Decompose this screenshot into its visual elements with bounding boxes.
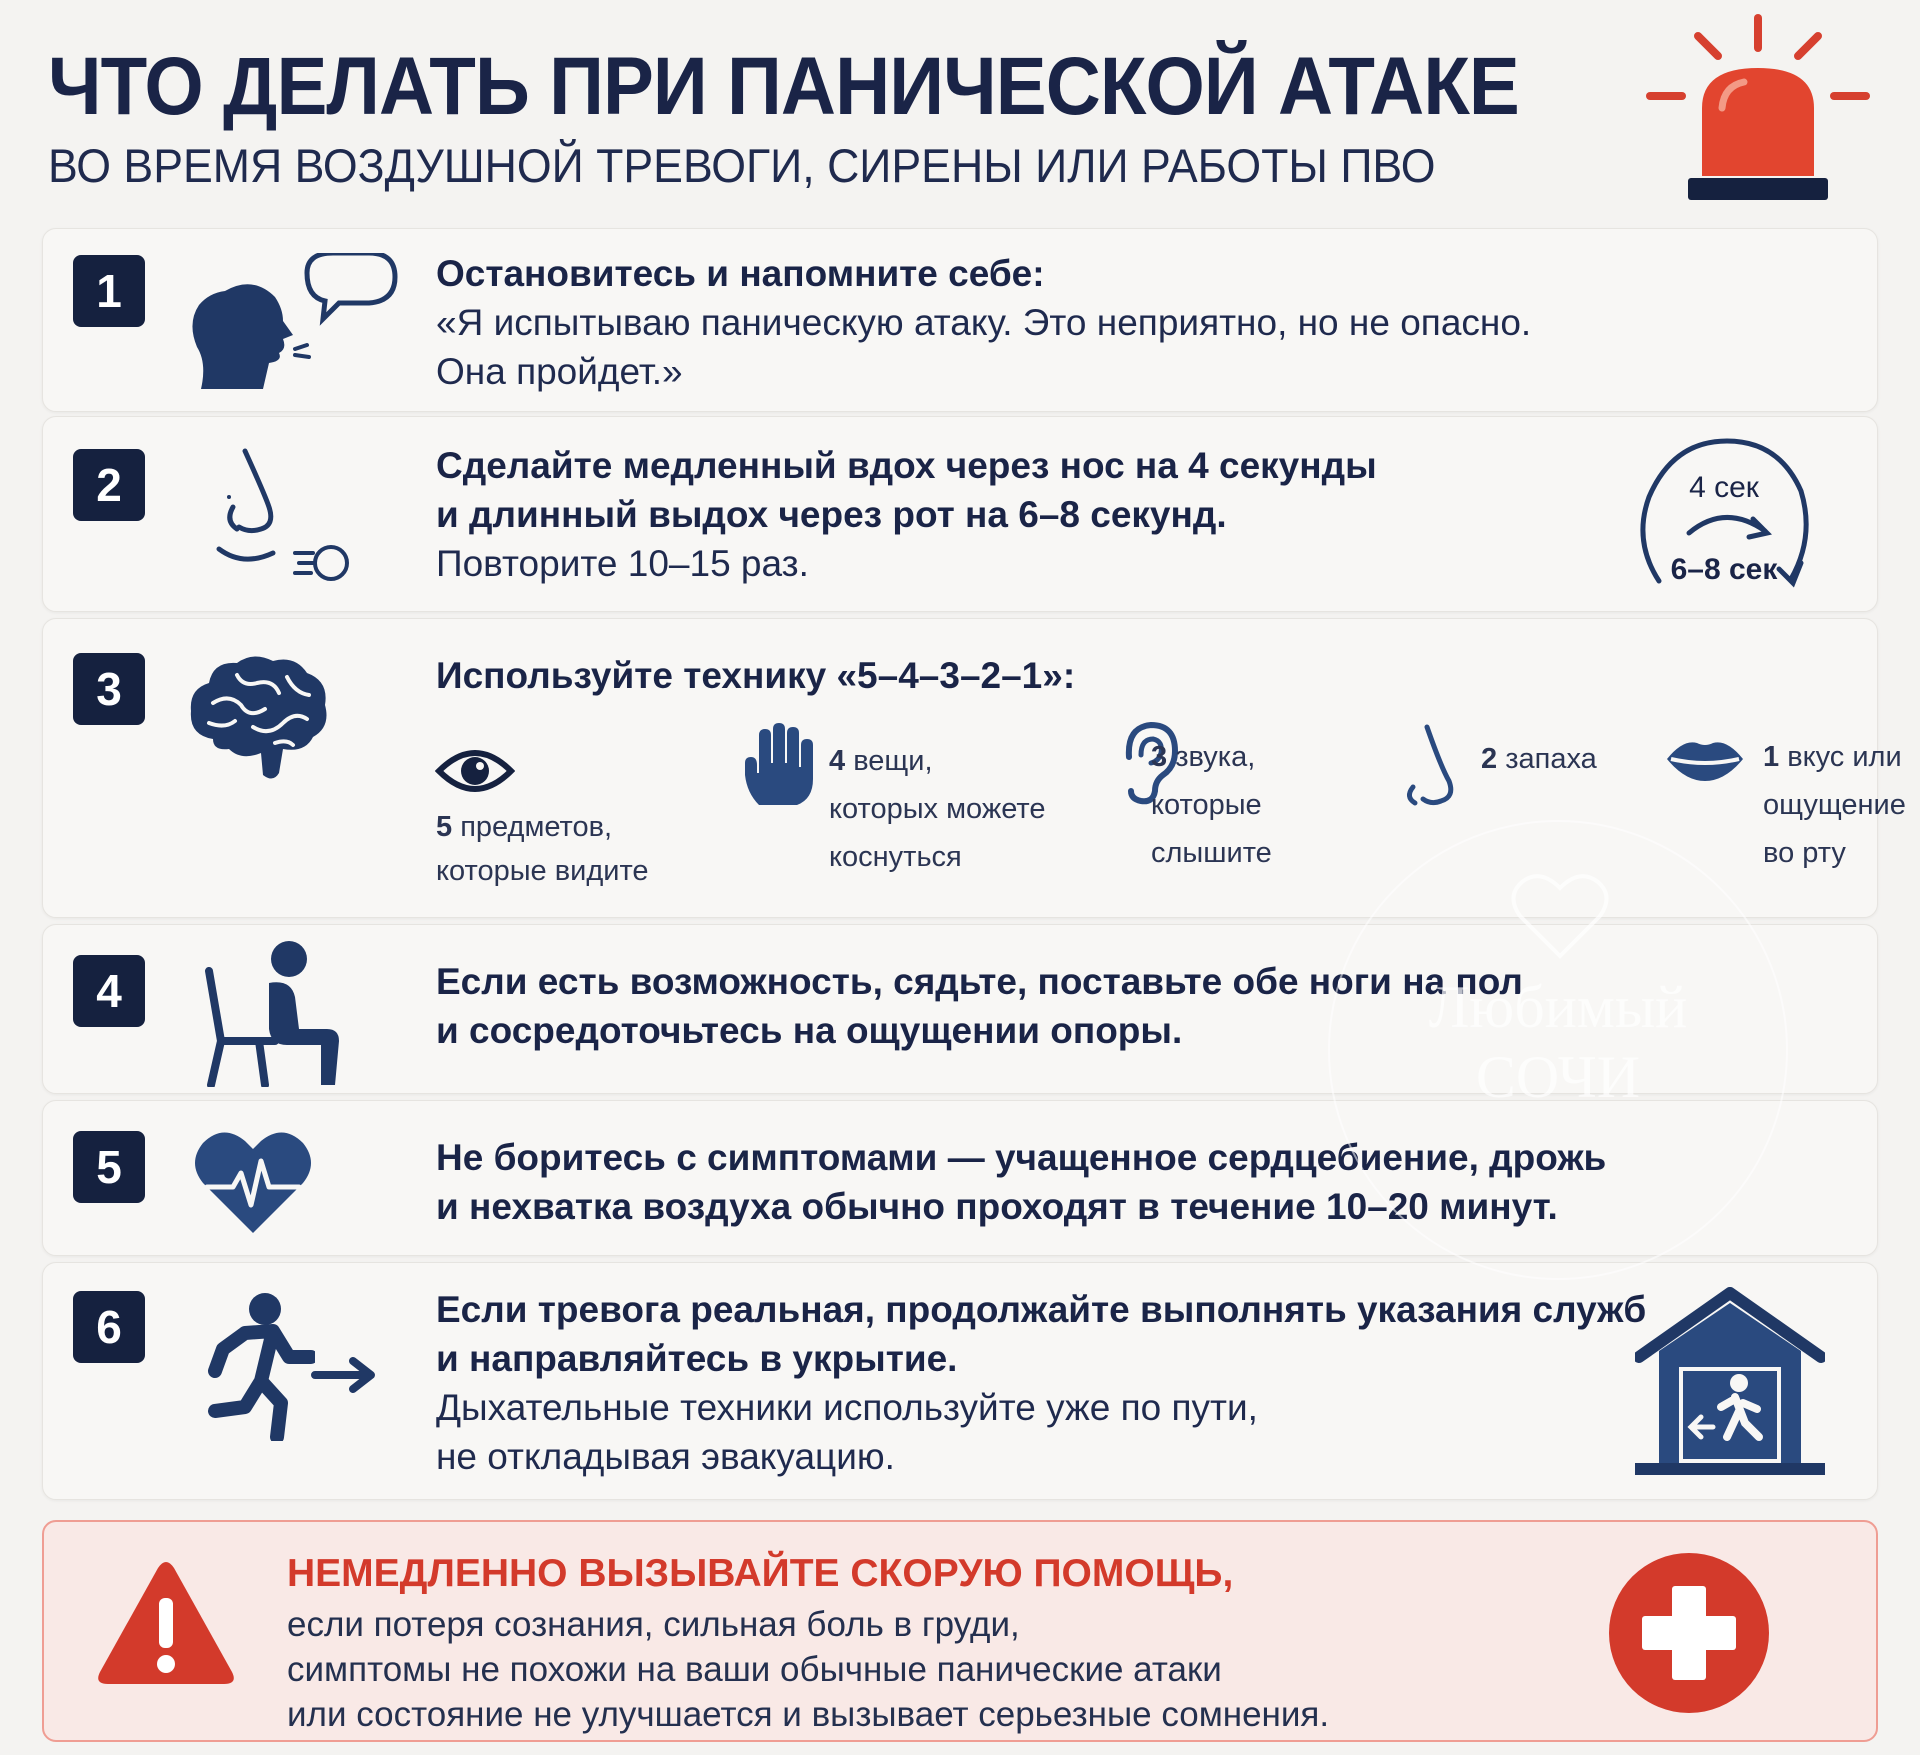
step-card-4 [42,924,1878,1094]
alert-heading: НЕМЕДЛЕННО ВЫЗЫВАЙТЕ СКОРУЮ ПОМОЩЬ, [287,1552,1234,1595]
step-card-2 [42,416,1878,612]
emergency-alert [42,1520,1878,1742]
timer-arrow-icon [1629,431,1819,601]
watermark-line1: Любимый [1428,974,1688,1040]
timer-bottom-label: 6–8 сек [1670,553,1778,586]
running-person-icon [185,1291,315,1441]
step-number: 2 [73,449,145,521]
step-card-5 [42,1100,1878,1256]
seated-person-icon [199,937,339,1087]
alert-text: если потеря сознания, сильная боль в груди, симптомы не похожи на ваши обычные панические атаки или состояние не улучшается и вызывает серьезные сомнения. [287,1605,1330,1734]
watermark-line2: СОЧИ [1475,1044,1641,1110]
step-number: 1 [73,255,145,327]
siren-icon [1640,8,1880,208]
step-text: Используйте технику «5–4–3–2–1»: [436,655,1076,696]
step-number: 3 [73,653,145,725]
sense-5: 5 предметов, которые видите [436,811,649,887]
lips-icon [1665,737,1745,783]
arrow-right-icon [311,1355,379,1395]
step-card-3 [42,618,1906,918]
step-text: Если тревога реальная, продолжайте выполнять указания служб и направляйтесь в укрытие. Дыхательные техники используйте уже по пути, не откладывая эвакуацию. [436,1289,1647,1477]
step-number: 4 [73,955,145,1027]
sense-4: 4 вещи, которых можете коснуться [829,745,1046,873]
sense-1: 1 вкус или ощущение во рту [1763,741,1906,869]
hand-icon [741,723,817,807]
page-subtitle: ВО ВРЕМЯ ВОЗДУШНОЙ ТРЕВОГИ, СИРЕНЫ ИЛИ РАБОТЫ ПВО [48,139,1436,192]
nose-breath-icon [203,441,383,581]
brain-icon [183,649,333,784]
step-text: Сделайте медленный вдох через нос на 4 секунды и длинный выдох через рот на 6–8 секунд. Повторите 10–15 раз. [436,445,1377,584]
shelter-house-icon [1635,1287,1825,1477]
warning-triangle-icon [96,1560,236,1688]
timer-top-label: 4 сек [1689,471,1759,504]
sense-2: 2 запаха [1481,743,1597,775]
eye-icon [435,743,515,799]
step-number: 6 [73,1291,145,1363]
head-speech-icon [183,253,403,393]
step-card-1 [42,228,1878,412]
medical-cross-icon [1606,1550,1772,1716]
step-number: 5 [73,1131,145,1203]
sense-3: 3 звука, которые слышите [1151,741,1272,869]
step-text: Не боритесь с симптомами — учащенное сердцебиение, дрожь и нехватка воздуха обычно проходят в течение 10–20 минут. [436,1137,1607,1227]
step-text: Если есть возможность, сядьте, поставьте обе ноги на пол и сосредоточьтесь на ощущении опоры. [436,961,1523,1051]
heart-pulse-icon [193,1127,313,1237]
step-text: Остановитесь и напомните себе: «Я испытываю паническую атаку. Это неприятно, но не опасно. Она пройдет.» [436,253,1532,392]
page-title: ЧТО ДЕЛАТЬ ПРИ ПАНИЧЕСКОЙ АТАКЕ [48,41,1519,132]
step-card-6 [42,1262,1878,1500]
nose-icon [1397,723,1463,813]
